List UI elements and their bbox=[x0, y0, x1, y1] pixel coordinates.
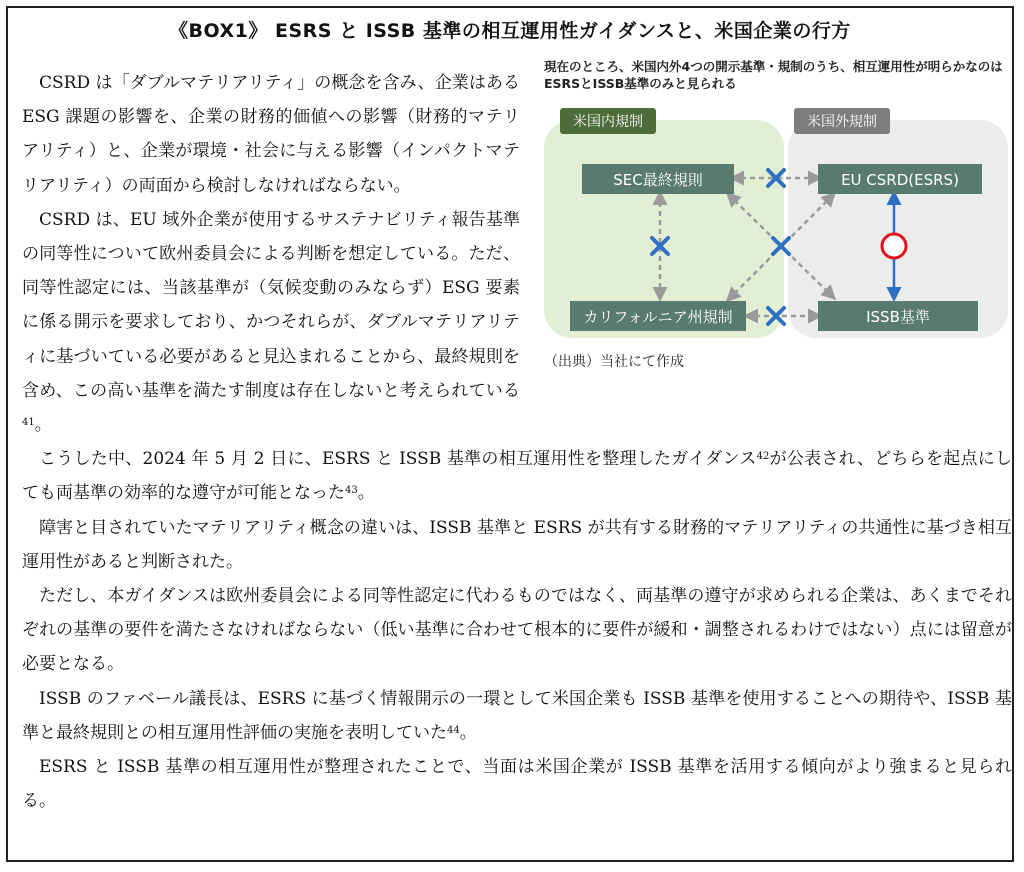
figure-source: （出典）当社にて作成 bbox=[544, 354, 684, 370]
paragraph-6: ISSB のファベール議長は、ESRS に基づく情報開示の一環として米国企業も ISSB 基準を使用することへの期待や、ISSB 基準と最終規則との相互運用性評価の実施を表明していた$^{44}$。 bbox=[22, 688, 1012, 743]
circle-icon-eu-issb bbox=[882, 234, 906, 258]
paragraph-3: こうした中、2024 年 5 月 2 日に、ESRS と ISSB 基準の相互運用性を整理したガイダンス$^{42}$が公表され、どちらを起点にしても両基準の効率的な遵守が可能となった$^{43}$。 bbox=[22, 449, 1012, 504]
node-california-label: カリフォルニア州規制 bbox=[583, 308, 733, 326]
paragraph-4: 障害と目されていたマテリアリティ概念の違いは、ISSB 基準と ESRS が共有する財務的マテリアリティの共通性に基づき相互運用性があると判断された。 bbox=[22, 517, 1012, 572]
node-issb-label: ISSB基準 bbox=[866, 308, 930, 326]
footnote-ref-42: 42 bbox=[756, 451, 770, 463]
node-eu-label: EU CSRD(ESRS) bbox=[841, 171, 959, 189]
footnote-ref-41: 41 bbox=[22, 417, 35, 429]
box-frame bbox=[6, 6, 1014, 862]
interoperability-diagram bbox=[532, 96, 1012, 376]
footnote-ref-44: 44 bbox=[447, 724, 460, 736]
paragraph-2: CSRD は、EU 域外企業が使用するサステナビリティ報告基準の同等性について欧州委員会による判断を想定している。ただ、同等性認定には、当該基準が（気候変動のみならず）ESG 要素に係る開示を要求しており、かつそれらが、ダブルマテリアリティに基づいている必要があると見込まれることから、最終規則を含め、この高い基準を満たす制度は存在しないと考えられている$^{41}$。 bbox=[22, 209, 520, 436]
box-title: 《BOX1》 ESRS と ISSB 基準の相互運用性ガイダンスと、米国企業の行方 bbox=[169, 20, 851, 42]
node-sec-label: SEC最終規則 bbox=[613, 171, 703, 189]
figure-caption: 現在のところ、米国内外4つの開示基準・規制のうち、相互運用性が明らかなのはESRSとISSB基準のみと見られる bbox=[544, 59, 1003, 91]
foreign-label: 米国外規制 bbox=[807, 114, 877, 130]
interoperability-figure bbox=[532, 58, 1012, 380]
paragraph-7: ESRS と ISSB 基準の相互運用性が整理されたことで、当面は米国企業が ISSB 基準を活用する傾向がより強まると見られる。 bbox=[22, 757, 1012, 812]
footnote-ref-43: 43 bbox=[345, 485, 358, 497]
paragraph-1: CSRD は「ダブルマテリアリティ」の概念を含み、企業はある ESG 課題の影響を、企業の財務的価値への影響（財務的マテリアリティ）と、企業が環境・社会に与える影響（インパクトマテリアリティ）の両面から検討しなければならない。 bbox=[22, 73, 520, 196]
body-text bbox=[22, 59, 1012, 818]
domestic-label: 米国内規制 bbox=[573, 114, 643, 130]
paragraph-5: ただし、本ガイダンスは欧州委員会による同等性認定に代わるものではなく、両基準の遵守が求められる企業は、あくまでそれぞれの基準の要件を満たさなければならない（低い基準に合わせて根本的に要件が緩和・調整されるわけではない）点には留意が必要となる。 bbox=[22, 586, 1012, 675]
